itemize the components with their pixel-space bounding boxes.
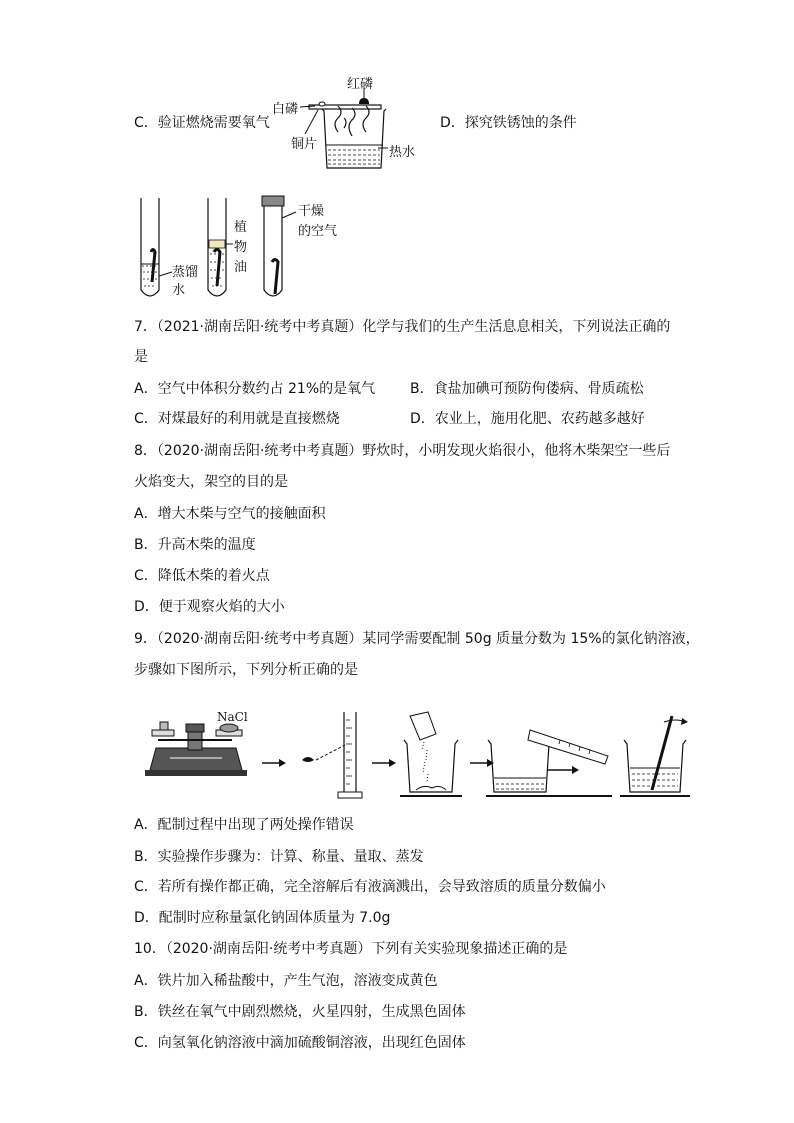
- label-veg-oil-char3: 油: [234, 260, 248, 275]
- label-veg-oil-char1: 植: [234, 220, 248, 235]
- q7-option-d: D．农业上，施用化肥、农药越多越好: [410, 411, 645, 427]
- label-copper-plate: 铜片: [291, 137, 318, 152]
- q9-option-d: D．配制时应称量氯化钠固体质量为 7.0g: [134, 910, 391, 926]
- q8-option-a: A．增大木柴与空气的接触面积: [134, 506, 326, 522]
- label-nacl: NaCl: [217, 710, 248, 724]
- q9-stem-line1: 9．（2020·湖南岳阳·统考中考真题）某同学需要配制 50g 质量分数为 15%的氯化钠溶液，: [134, 631, 700, 647]
- q10-option-c: C．向氢氧化钠溶液中滴加硫酸铜溶液，出现红色固体: [134, 1035, 466, 1051]
- q8-option-b: B．升高木柴的温度: [134, 537, 256, 553]
- q7-option-a: A．空气中体积分数约占 21%的是氧气: [134, 381, 376, 397]
- label-dry-air-line1: 干燥: [298, 204, 325, 219]
- q7-stem-line2: 是: [134, 349, 148, 365]
- q7-option-b: B．食盐加碘可预防佝偻病、骨质疏松: [410, 381, 644, 397]
- q10-option-a: A．铁片加入稀盐酸中，产生气泡，溶液变成黄色: [134, 973, 438, 989]
- q9-stem-line2: 步骤如下图所示，下列分析正确的是: [134, 662, 358, 678]
- label-veg-oil-char2: 物: [234, 240, 248, 255]
- q9-option-a: A．配制过程中出现了两处操作错误: [134, 817, 354, 833]
- q9-option-c: C．若所有操作都正确，完全溶解后有液滴溅出，会导致溶质的质量分数偏小: [134, 879, 606, 895]
- q7-option-c: C．对煤最好的利用就是直接燃烧: [134, 411, 340, 427]
- option-d-text: D．探究铁锈蚀的条件: [440, 115, 577, 131]
- q8-option-c: C．降低木柴的着火点: [134, 568, 270, 584]
- label-white-phosphorus: 白磷: [272, 102, 299, 117]
- q9-option-b: B．实验操作步骤为：计算、称量、量取、蒸发: [134, 849, 424, 865]
- label-dry-air-line2: 的空气: [298, 224, 338, 239]
- q8-option-d: D．便于观察火焰的大小: [134, 599, 285, 615]
- q10-option-b: B．铁丝在氧气中剧烈燃烧，火星四射，生成黑色固体: [134, 1004, 466, 1020]
- q8-stem-line2: 火焰变大，架空的目的是: [134, 474, 288, 490]
- q8-stem-line1: 8．（2020·湖南岳阳·统考中考真题）野炊时，小明发现火焰很小，他将木柴架空一些后: [134, 443, 671, 459]
- label-distilled-water-line1: 蒸馏: [172, 265, 199, 280]
- label-distilled-water-line2: 水: [172, 283, 186, 298]
- label-red-phosphorus: 红磷: [347, 77, 374, 92]
- q10-stem: 10．（2020·湖南岳阳·统考中考真题）下列有关实验现象描述正确的是: [134, 941, 568, 957]
- q7-stem-line1: 7．（2021·湖南岳阳·统考中考真题）化学与我们的生产生活息息相关，下列说法正确的: [134, 319, 671, 335]
- label-hot-water: 热水: [389, 145, 416, 160]
- option-c-text: C．验证燃烧需要氧气: [134, 115, 270, 131]
